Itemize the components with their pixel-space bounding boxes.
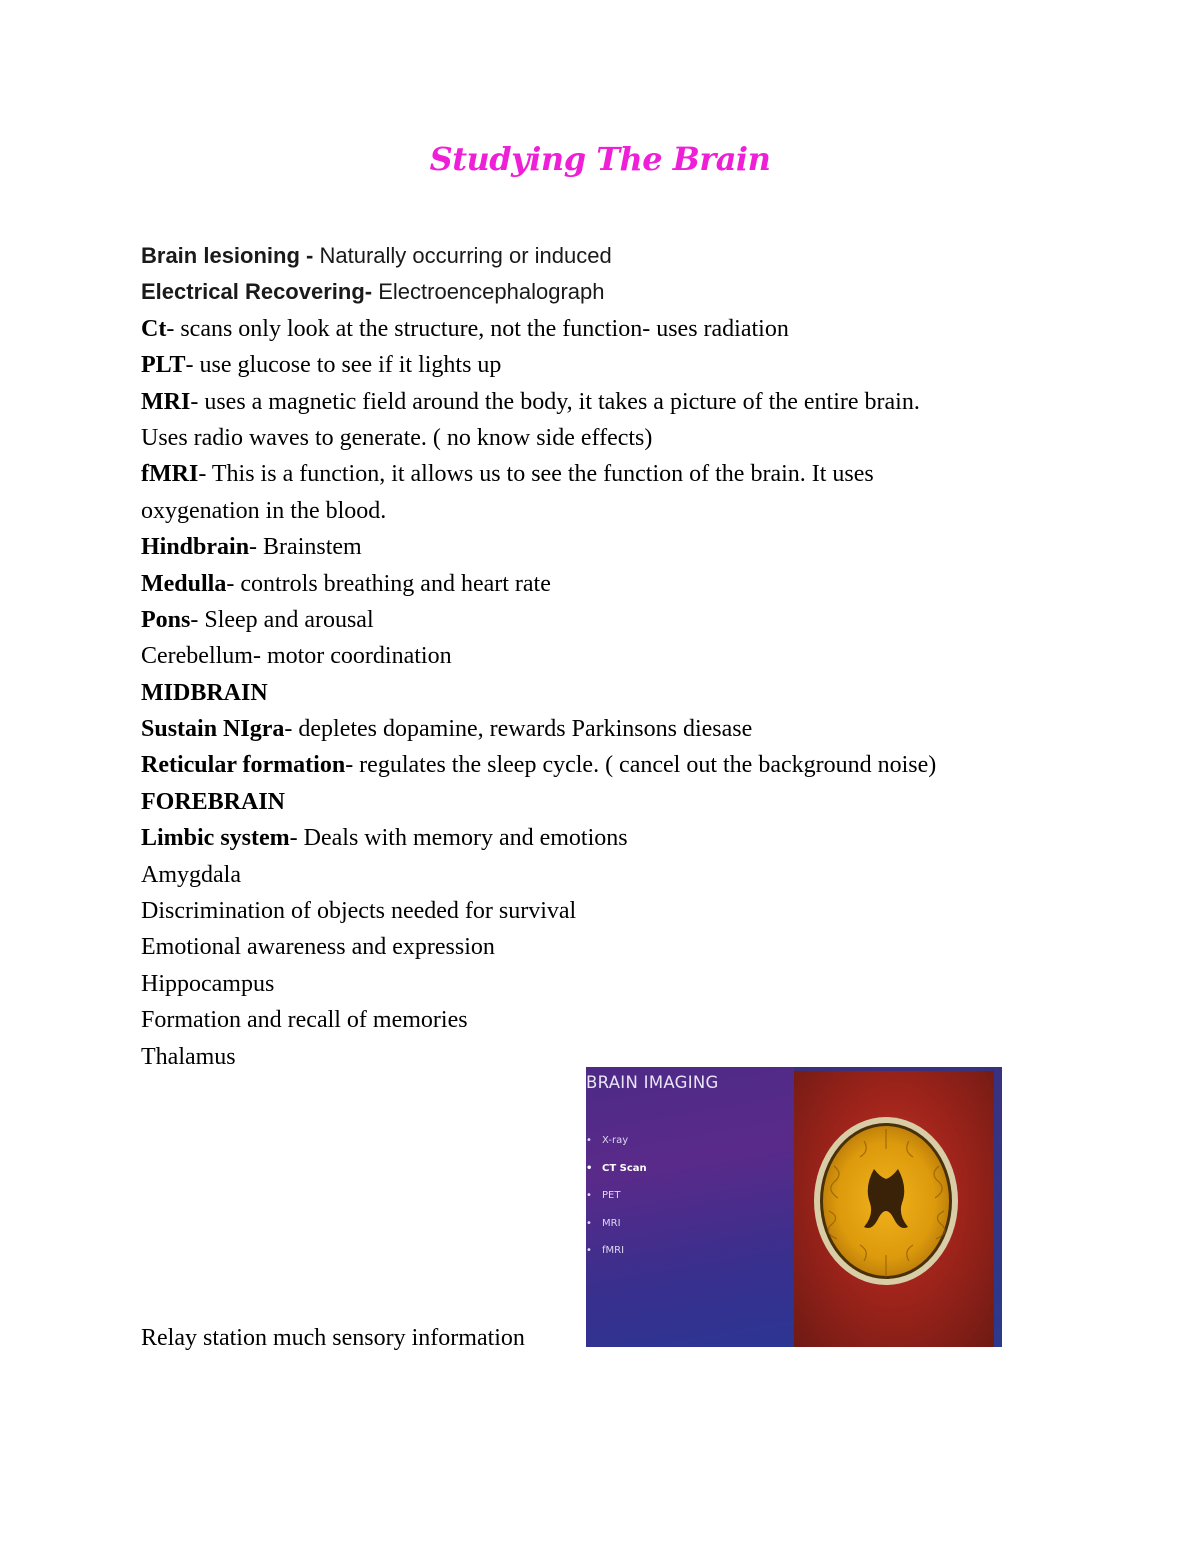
note-text: Discrimination of objects needed for survival: [141, 898, 577, 925]
ct-scan-frame: [794, 1071, 994, 1347]
note-term: Hindbrain: [141, 534, 250, 561]
note-text: - uses a magnetic field around the body, it takes a picture of the entire brain.: [190, 388, 920, 415]
note-text: Electroencephalograph: [372, 279, 605, 305]
slide-bullet-item: [586, 1245, 647, 1273]
bullet-dot-icon: •: [586, 1135, 592, 1146]
note-term: FOREBRAIN: [141, 788, 286, 815]
note-term: Brain lesioning -: [141, 243, 314, 268]
note-line: [141, 893, 1141, 929]
note-term: fMRI: [141, 461, 199, 488]
slide-bullet-label: MRI: [602, 1217, 621, 1229]
slide-bullet-label: PET: [602, 1190, 621, 1201]
slide-bullet-item: [586, 1135, 647, 1163]
note-line: [141, 274, 1141, 310]
note-text: Cerebellum- motor coordination: [141, 643, 452, 670]
note-line: [141, 602, 1141, 638]
note-text: - regulates the sleep cycle. ( cancel out the background noise): [345, 752, 937, 779]
slide-bullet-item: [586, 1218, 647, 1246]
note-term: MIDBRAIN: [141, 679, 268, 706]
note-term: Reticular formation: [141, 752, 346, 779]
note-line: [141, 420, 1141, 456]
slide-scan-panel: [794, 1067, 1002, 1347]
note-text: - depletes dopamine, rewards Parkinsons diesase: [284, 716, 753, 743]
note-line: [141, 1002, 1141, 1038]
note-line: [141, 347, 1141, 383]
slide-bullet-item: [586, 1190, 647, 1218]
note-line: [141, 711, 1141, 747]
note-term: Ct: [141, 315, 167, 342]
note-line: [141, 966, 1141, 1002]
note-term: Medulla: [141, 570, 227, 597]
note-line: [141, 747, 1141, 783]
note-line: [141, 238, 1141, 274]
brain-scan-illustration: [794, 1071, 994, 1347]
note-text: Naturally occurring or induced: [313, 243, 612, 268]
note-text: Amygdala: [141, 861, 241, 888]
page-title: Studying The Brain: [429, 140, 771, 178]
note-term: MRI: [141, 388, 191, 415]
bullet-dot-icon: •: [586, 1245, 592, 1256]
notes-body: [141, 238, 1141, 1075]
slide-heading: BRAIN IMAGING: [586, 1073, 719, 1092]
note-text: - use glucose to see if it lights up: [185, 352, 502, 379]
note-text: Emotional awareness and expression: [141, 934, 495, 961]
note-text: - controls breathing and heart rate: [226, 570, 551, 597]
note-text: - Sleep and arousal: [190, 606, 374, 633]
note-text: Hippocampus: [141, 970, 275, 997]
slide-bullet-list: [586, 1135, 647, 1273]
note-text: Thalamus: [141, 1043, 236, 1070]
note-text: - scans only look at the structure, not the function- uses radiation: [166, 315, 789, 342]
note-line: [141, 384, 1141, 420]
note-line: [141, 529, 1141, 565]
brain-imaging-slide-image: [586, 1067, 1002, 1347]
bullet-dot-icon: •: [586, 1217, 592, 1229]
note-term: Sustain NIgra: [141, 716, 285, 743]
note-text: Uses radio waves to generate. ( no know side effects): [141, 424, 653, 451]
slide-bullet-label: fMRI: [602, 1245, 625, 1256]
note-line: [141, 311, 1141, 347]
slide-bullet-item: [586, 1163, 647, 1191]
note-text: - Deals with memory and emotions: [289, 825, 628, 852]
note-term: Limbic system: [141, 825, 290, 852]
note-text: oxygenation in the blood.: [141, 497, 387, 524]
note-term: Electrical Recovering-: [141, 279, 373, 305]
note-text: - Brainstem: [249, 534, 362, 561]
bullet-dot-icon: •: [586, 1190, 592, 1201]
note-line: [141, 784, 1141, 820]
note-line: [141, 638, 1141, 674]
slide-text-panel: [586, 1067, 794, 1347]
note-term: PLT: [141, 352, 186, 379]
note-term: Pons: [141, 606, 191, 633]
bullet-dot-icon: •: [586, 1162, 593, 1174]
slide-bullet-label: CT Scan: [602, 1162, 647, 1174]
note-line: [141, 929, 1141, 965]
note-line: [141, 820, 1141, 856]
note-line: [141, 566, 1141, 602]
note-line: [141, 493, 1141, 529]
slide-bullet-label: X-ray: [602, 1135, 629, 1146]
note-line-relay: Relay station much sensory information: [141, 1325, 525, 1351]
note-line: [141, 675, 1141, 711]
note-text: Formation and recall of memories: [141, 1007, 468, 1034]
note-text: - This is a function, it allows us to see the function of the brain. It uses: [198, 461, 874, 488]
note-line: [141, 857, 1141, 893]
note-line: [141, 456, 1141, 492]
